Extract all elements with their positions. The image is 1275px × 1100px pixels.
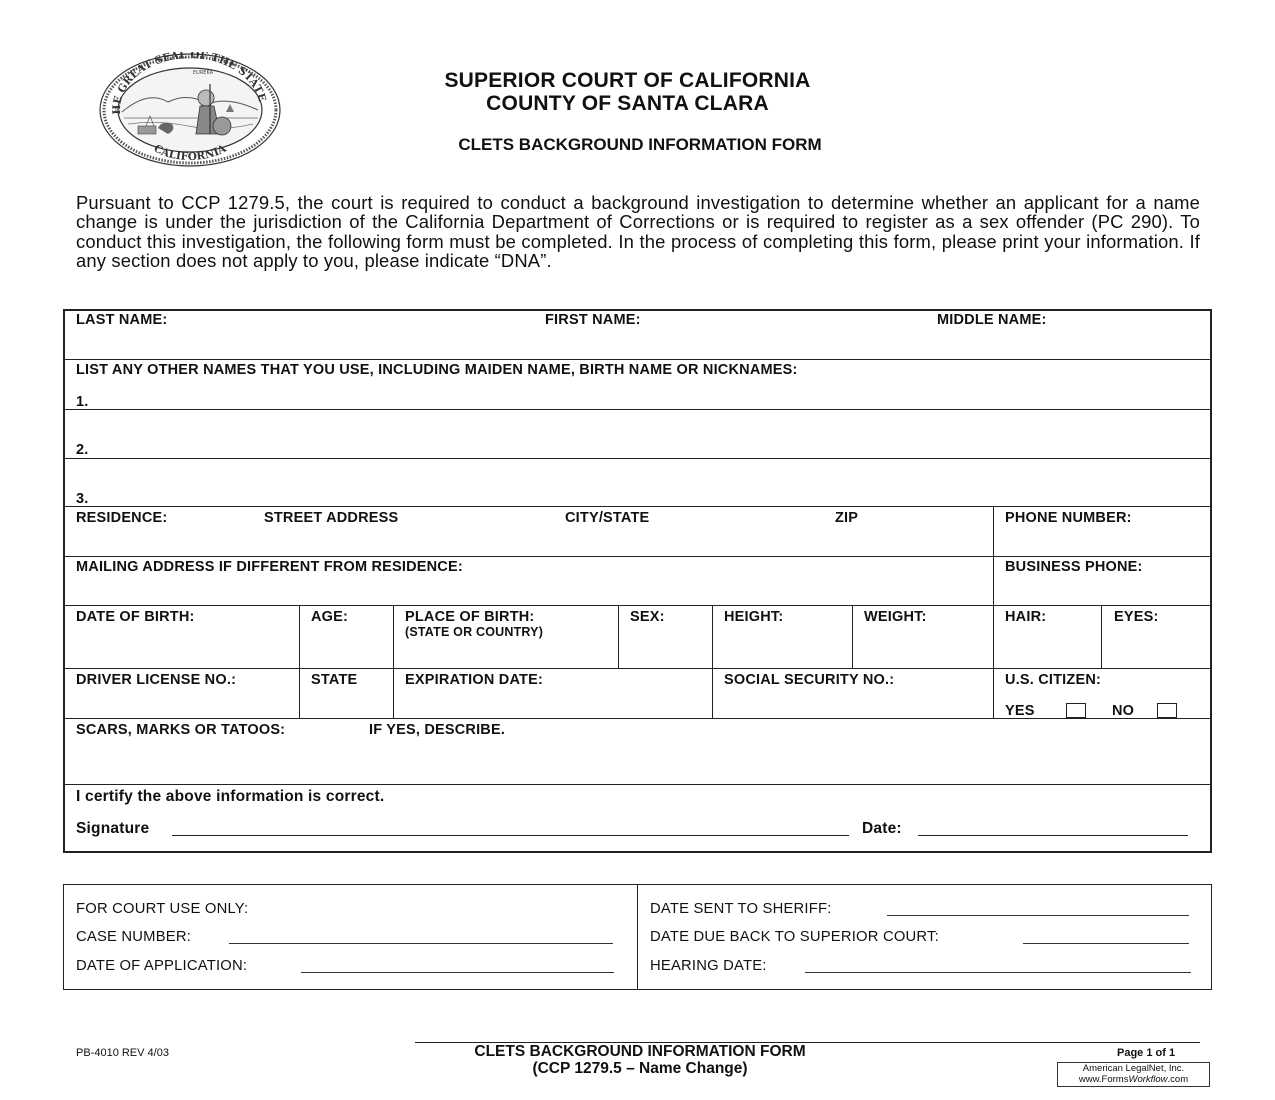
date-due-line[interactable] — [1023, 929, 1189, 944]
place-of-birth-label — [405, 609, 543, 639]
court-use-heading: FOR COURT USE ONLY: — [76, 901, 249, 917]
first-name-label: FIRST NAME: — [545, 312, 641, 328]
date-label: Date: — [862, 820, 902, 837]
date-of-application-line[interactable] — [301, 958, 614, 973]
scars-describe-label: IF YES, DESCRIBE. — [369, 722, 506, 738]
phone-number-label: PHONE NUMBER: — [1005, 510, 1132, 526]
signature-label: Signature — [76, 820, 150, 837]
citizen-yes-label: YES — [1005, 703, 1035, 719]
place-of-birth-text: PLACE OF BIRTH: — [405, 609, 535, 625]
hearing-date-label: HEARING DATE: — [650, 958, 767, 974]
certify-statement: I certify the above information is correct. — [76, 788, 385, 805]
height-label: HEIGHT: — [724, 609, 784, 625]
street-address-label: STREET ADDRESS — [264, 510, 399, 526]
hair-label: HAIR: — [1005, 609, 1047, 625]
svg-text:EUREKA: EUREKA — [193, 70, 214, 76]
svg-text:CALIFORNIA: CALIFORNIA — [151, 142, 229, 164]
driver-license-label: DRIVER LICENSE NO.: — [76, 672, 237, 688]
age-label: AGE: — [311, 609, 349, 625]
scars-label: SCARS, MARKS OR TATOOS: — [76, 722, 286, 738]
citizen-yes-checkbox[interactable] — [1066, 703, 1086, 718]
date-sent-label: DATE SENT TO SHERIFF: — [650, 901, 832, 917]
date-due-label: DATE DUE BACK TO SUPERIOR COURT: — [650, 929, 939, 945]
footer-title: CLETS BACKGROUND INFORMATION FORM — [474, 1043, 806, 1060]
residence-label: RESIDENCE: — [76, 510, 168, 526]
other-name-3-label: 3. — [76, 491, 89, 507]
date-of-birth-label: DATE OF BIRTH: — [76, 609, 195, 625]
hearing-date-line[interactable] — [805, 958, 1191, 973]
other-name-2-label: 2. — [76, 442, 89, 458]
social-security-label: SOCIAL SECURITY NO.: — [724, 672, 895, 688]
business-phone-label: BUSINESS PHONE: — [1005, 559, 1143, 575]
sex-label: SEX: — [630, 609, 665, 625]
intro-paragraph — [76, 193, 1200, 271]
form-number: PB-4010 REV 4/03 — [76, 1047, 169, 1059]
footer-subtitle: (CCP 1279.5 – Name Change) — [532, 1060, 748, 1077]
case-number-label: CASE NUMBER: — [76, 929, 192, 945]
signature-line[interactable] — [172, 821, 849, 836]
city-state-label: CITY/STATE — [565, 510, 650, 526]
publisher-url[interactable]: www.FormsWorkflow.com — [1078, 1073, 1189, 1085]
citizen-no-checkbox[interactable] — [1157, 703, 1177, 718]
date-line[interactable] — [918, 821, 1188, 836]
license-state-label: STATE — [311, 672, 358, 688]
mailing-address-label: MAILING ADDRESS IF DIFFERENT FROM RESIDENCE: — [76, 559, 463, 575]
us-citizen-label: U.S. CITIZEN: — [1005, 672, 1102, 688]
page-number: Page 1 of 1 — [1117, 1047, 1176, 1059]
case-number-line[interactable] — [229, 929, 613, 944]
other-name-1-label: 1. — [76, 394, 89, 410]
publisher-name: American LegalNet, Inc. — [1082, 1063, 1185, 1074]
other-names-label: LIST ANY OTHER NAMES THAT YOU USE, INCLUDING MAIDEN NAME, BIRTH NAME OR NICKNAMES: — [76, 362, 798, 378]
svg-text:THE GREAT SEAL OF THE STATE OF: HE GREAT SEAL OF THE STATE — [110, 52, 269, 115]
citizen-no-label: NO — [1112, 703, 1135, 719]
form-title: CLETS BACKGROUND INFORMATION FORM — [458, 135, 822, 154]
zip-label: ZIP — [835, 510, 859, 526]
place-of-birth-note: (STATE OR COUNTRY) — [405, 625, 544, 639]
weight-label: WEIGHT: — [864, 609, 927, 625]
expiration-date-label: EXPIRATION DATE: — [405, 672, 543, 688]
date-sent-line[interactable] — [887, 901, 1189, 916]
county-name: COUNTY OF SANTA CLARA — [486, 92, 769, 115]
publisher-box — [1057, 1062, 1210, 1087]
intro-text: Pursuant to CCP 1279.5, the court is required to conduct a background investigation to determine whether an applicant for a name change is under the jurisdiction of the California Department of Corrections or is required to register as a sex offender (PC 290). To conduct this investigation, the following form must be completed. In the process of completing this form, please print your information. If any section does not apply to you, please indicate “DNA”. — [76, 192, 1200, 272]
court-name: SUPERIOR COURT OF CALIFORNIA — [444, 69, 811, 92]
eyes-label: EYES: — [1114, 609, 1159, 625]
date-of-application-label: DATE OF APPLICATION: — [76, 958, 248, 974]
middle-name-label: MIDDLE NAME: — [937, 312, 1047, 328]
california-state-seal — [98, 52, 284, 168]
last-name-label: LAST NAME: — [76, 312, 168, 328]
